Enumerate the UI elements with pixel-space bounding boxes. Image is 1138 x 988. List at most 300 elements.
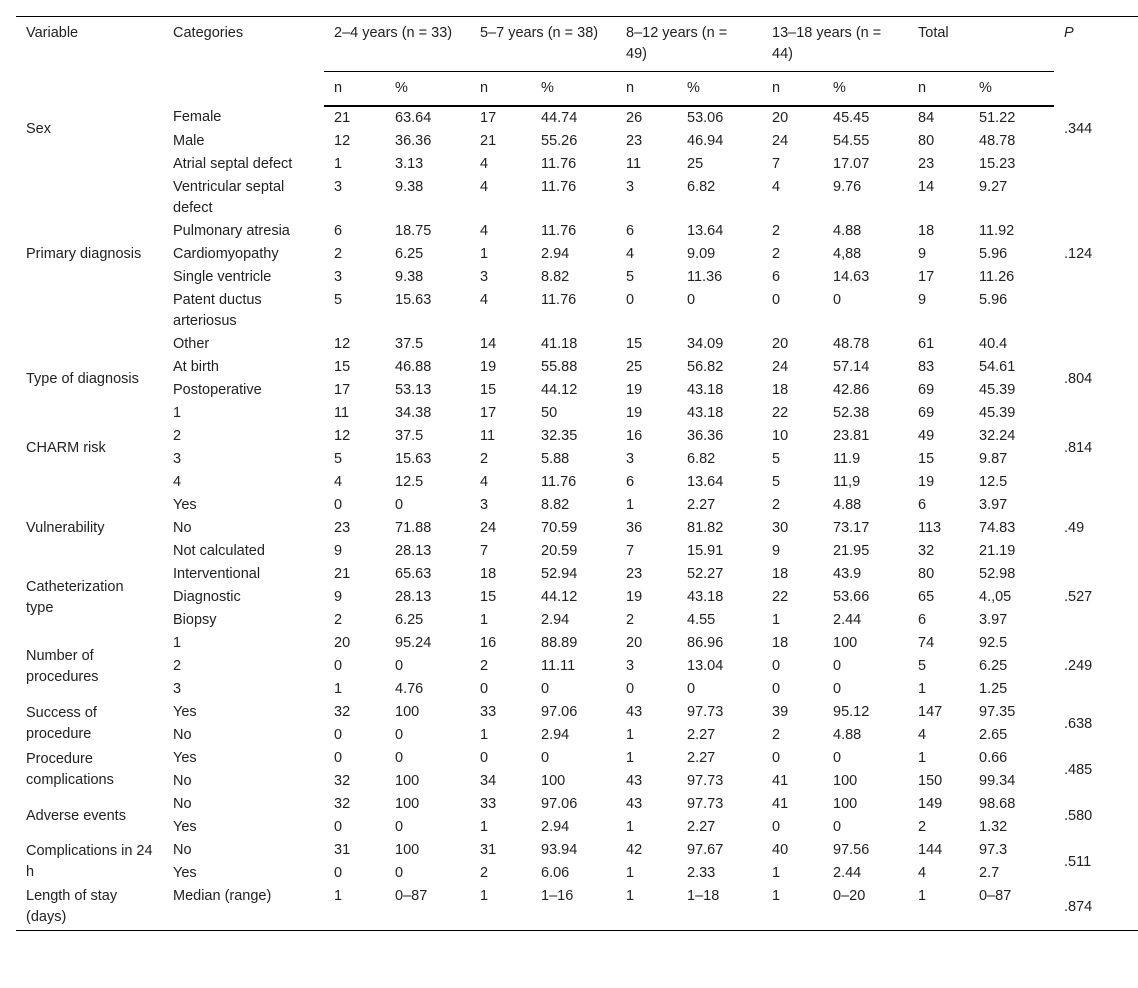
n-13-18-cell: 2 — [772, 246, 781, 262]
subheader-n-total: n — [908, 72, 969, 107]
subheader-pct-total: % — [969, 72, 1054, 107]
category-cell: Atrial septal defect — [173, 156, 293, 172]
pct-5-7-cell: 44.74 — [541, 110, 578, 126]
n-5-7-cell: 33 — [480, 704, 497, 720]
pct-13-18-cell: 97.56 — [833, 842, 870, 858]
n-13-18-cell: 41 — [772, 773, 789, 789]
table-row — [16, 793, 1138, 816]
n-5-7-cell: 2 — [480, 451, 489, 467]
n-5-7-cell: 17 — [480, 405, 497, 421]
n-5-7-cell: 3 — [480, 269, 489, 285]
n-total-cell: 69 — [918, 405, 935, 421]
pct-8-12-cell: 2.27 — [687, 819, 716, 835]
n-8-12-cell: 42 — [626, 842, 643, 858]
pct-2-4-cell: 34.38 — [395, 405, 432, 421]
n-13-18-cell: 18 — [772, 382, 789, 398]
header-categories: Categories — [173, 25, 244, 41]
pct-8-12-cell: 15.91 — [687, 543, 724, 559]
pct-13-18-cell: 14.63 — [833, 269, 870, 285]
n-5-7-cell: 7 — [480, 543, 489, 559]
category-cell: Diagnostic — [173, 589, 241, 605]
table-row — [16, 333, 1138, 356]
n-8-12-cell: 0 — [626, 681, 635, 697]
pct-8-12-cell: 9.09 — [687, 246, 716, 262]
n-total-cell: 1 — [918, 750, 927, 766]
n-13-18-cell: 22 — [772, 589, 789, 605]
n-total-cell: 32 — [918, 543, 935, 559]
pct-5-7-cell: 5.88 — [541, 451, 570, 467]
p-value-cell: .580 — [1064, 807, 1093, 824]
pct-2-4-cell: 37.5 — [395, 428, 424, 444]
pct-5-7-cell: 11.11 — [541, 658, 576, 674]
n-8-12-cell: 2 — [626, 612, 635, 628]
pct-2-4-cell: 100 — [395, 842, 420, 858]
n-total-cell: 49 — [918, 428, 935, 444]
pct-total-cell: 15.23 — [979, 156, 1016, 172]
pct-13-18-cell: 0–20 — [823, 885, 908, 931]
n-total-cell: 113 — [918, 520, 942, 536]
pct-5-7-cell: 70.59 — [541, 520, 578, 536]
n-5-7-cell: 0 — [480, 750, 489, 766]
n-2-4-cell: 0 — [334, 727, 343, 743]
pct-2-4-cell: 6.25 — [395, 612, 424, 628]
pct-2-4-cell: 3.13 — [395, 156, 424, 172]
n-8-12-cell: 5 — [626, 269, 635, 285]
subheader-n-5-7: n — [470, 72, 531, 107]
variable-cell: Type of diagnosis — [26, 370, 139, 387]
pct-13-18-cell: 4.88 — [833, 727, 862, 743]
n-8-12-cell: 16 — [626, 428, 643, 444]
n-2-4-cell: 15 — [334, 359, 351, 375]
n-13-18-cell: 1 — [772, 865, 781, 881]
pct-2-4-cell: 12.5 — [395, 474, 424, 490]
table-row — [16, 609, 1138, 632]
pct-2-4-cell: 9.38 — [395, 179, 424, 195]
table-row — [16, 266, 1138, 289]
p-value-cell: .485 — [1064, 761, 1093, 778]
n-total-cell: 6 — [918, 612, 927, 628]
table-row — [16, 586, 1138, 609]
n-2-4-cell: 20 — [334, 635, 351, 651]
variable-cell: Complications in 24 h — [26, 843, 153, 880]
pct-2-4-cell: 46.88 — [395, 359, 432, 375]
subheader-n-8-12: n — [616, 72, 677, 107]
pct-8-12-cell: 97.73 — [687, 773, 724, 789]
n-2-4-cell: 5 — [334, 451, 343, 467]
category-cell: Yes — [173, 704, 197, 720]
subheader-pct-5-7: % — [531, 72, 616, 107]
variable-cell: Catheterization type — [26, 578, 124, 616]
pct-13-18-cell: 73.17 — [833, 520, 870, 536]
table-row — [16, 701, 1138, 724]
pct-2-4-cell: 6.25 — [395, 246, 424, 262]
p-value-cell: .527 — [1064, 589, 1093, 605]
subheader-n-2-4: n — [324, 72, 385, 107]
pct-13-18-cell: 4,88 — [833, 246, 862, 262]
n-5-7-cell: 34 — [480, 773, 497, 789]
results-table-container — [16, 16, 1138, 931]
table-row — [16, 678, 1138, 701]
table-row — [16, 540, 1138, 563]
pct-8-12-cell: 36.36 — [687, 428, 724, 444]
n-8-12-cell: 43 — [626, 704, 643, 720]
n-8-12-cell: 23 — [626, 133, 643, 149]
pct-2-4-cell: 65.63 — [395, 566, 432, 582]
category-cell: No — [173, 727, 192, 743]
pct-8-12-cell: 13.64 — [687, 474, 724, 490]
pct-2-4-cell: 15.63 — [395, 451, 432, 467]
n-2-4-cell: 5 — [334, 292, 343, 308]
n-5-7-cell: 0 — [480, 681, 489, 697]
table-row — [16, 770, 1138, 793]
pct-total-cell: 11.26 — [979, 269, 1015, 285]
pct-8-12-cell: 25 — [687, 156, 704, 172]
table-row — [16, 356, 1138, 379]
pct-13-18-cell: 100 — [833, 773, 858, 789]
pct-5-7-cell: 11.76 — [541, 223, 577, 239]
pct-8-12-cell: 97.73 — [687, 704, 724, 720]
pct-2-4-cell: 100 — [395, 796, 420, 812]
pct-2-4-cell: 63.64 — [395, 110, 432, 126]
p-value-cell: .638 — [1064, 715, 1093, 732]
pct-total-cell: 92.5 — [979, 635, 1008, 651]
pct-13-18-cell: 0 — [833, 658, 842, 674]
pct-2-4-cell: 0 — [395, 819, 404, 835]
n-13-18-cell: 2 — [772, 223, 781, 239]
table-row — [16, 471, 1138, 494]
n-2-4-cell: 21 — [334, 566, 351, 582]
n-total-cell: 4 — [918, 727, 927, 743]
n-2-4-cell: 1 — [334, 156, 343, 172]
n-8-12-cell: 1 — [626, 819, 635, 835]
n-2-4-cell: 0 — [334, 497, 343, 513]
pct-13-18-cell: 0 — [833, 292, 842, 308]
n-13-18-cell: 20 — [772, 336, 789, 352]
n-8-12-cell: 7 — [626, 543, 635, 559]
results-table — [16, 16, 1138, 931]
header-group-8-12: 8–12 years (n = 49) — [616, 17, 762, 72]
n-13-18-cell: 18 — [772, 566, 789, 582]
variable-cell: CHARM risk — [26, 439, 106, 456]
n-2-4-cell: 32 — [334, 796, 351, 812]
pct-5-7-cell: 11.76 — [541, 179, 577, 195]
pct-5-7-cell: 2.94 — [541, 612, 570, 628]
pct-total-cell: 97.35 — [979, 704, 1016, 720]
pct-5-7-cell: 44.12 — [541, 382, 578, 398]
header-group-total: Total — [908, 17, 1054, 72]
n-8-12-cell: 6 — [626, 474, 635, 490]
n-5-7-cell: 1 — [480, 727, 489, 743]
n-2-4-cell: 12 — [334, 133, 351, 149]
n-5-7-cell: 2 — [480, 658, 489, 674]
pct-2-4-cell: 100 — [395, 773, 420, 789]
table-row — [16, 176, 1138, 220]
category-cell: 2 — [173, 658, 182, 674]
n-2-4-cell: 2 — [334, 612, 343, 628]
n-13-18-cell: 18 — [772, 635, 789, 651]
header-p-value: P — [1064, 25, 1074, 41]
n-8-12-cell: 43 — [626, 773, 643, 789]
n-2-4-cell: 0 — [334, 819, 343, 835]
pct-2-4-cell: 0 — [395, 865, 404, 881]
n-5-7-cell: 1 — [480, 246, 489, 262]
category-cell: Cardiomyopathy — [173, 246, 279, 262]
table-row — [16, 153, 1138, 176]
table-row — [16, 448, 1138, 471]
n-13-18-cell: 1 — [762, 885, 823, 931]
n-5-7-cell: 24 — [480, 520, 497, 536]
table-row — [16, 563, 1138, 586]
n-8-12-cell: 1 — [616, 885, 677, 931]
n-8-12-cell: 26 — [626, 110, 643, 126]
pct-5-7-cell: 97.06 — [541, 796, 578, 812]
pct-5-7-cell: 52.94 — [541, 566, 578, 582]
pct-2-4-cell: 28.13 — [395, 589, 432, 605]
pct-2-4-cell: 0 — [395, 658, 404, 674]
n-13-18-cell: 7 — [772, 156, 781, 172]
pct-8-12-cell: 46.94 — [687, 133, 724, 149]
n-8-12-cell: 1 — [626, 750, 635, 766]
pct-5-7-cell: 0 — [541, 750, 550, 766]
n-5-7-cell: 4 — [480, 179, 489, 195]
pct-8-12-cell: 6.82 — [687, 451, 716, 467]
pct-13-18-cell: 54.55 — [833, 133, 870, 149]
pct-8-12-cell: 97.67 — [687, 842, 724, 858]
category-cell: No — [173, 842, 192, 858]
category-cell: Male — [173, 133, 205, 149]
variable-cell: Procedure complications — [26, 751, 114, 788]
pct-5-7-cell: 11.76 — [541, 474, 577, 490]
variable-cell: Vulnerability — [26, 520, 105, 536]
pct-total-cell: 51.22 — [979, 110, 1016, 126]
n-8-12-cell: 4 — [626, 246, 635, 262]
pct-2-4-cell: 53.13 — [395, 382, 432, 398]
n-total-cell: 74 — [918, 635, 935, 651]
category-cell: Yes — [173, 865, 197, 881]
pct-13-18-cell: 100 — [833, 635, 858, 651]
pct-2-4-cell: 0 — [395, 750, 404, 766]
pct-8-12-cell: 6.82 — [687, 179, 716, 195]
pct-13-18-cell: 43.9 — [833, 566, 862, 582]
n-8-12-cell: 15 — [626, 336, 643, 352]
p-value-cell: .874 — [1054, 885, 1138, 931]
n-2-4-cell: 21 — [334, 110, 351, 126]
n-13-18-cell: 0 — [772, 750, 781, 766]
pct-2-4-cell: 18.75 — [395, 223, 432, 239]
n-8-12-cell: 20 — [626, 635, 643, 651]
pct-5-7-cell: 88.89 — [541, 635, 578, 651]
header-group-2-4: 2–4 years (n = 33) — [324, 17, 470, 72]
pct-8-12-cell: 52.27 — [687, 566, 724, 582]
pct-5-7-cell: 50 — [541, 405, 558, 421]
n-2-4-cell: 12 — [334, 336, 351, 352]
pct-5-7-cell: 32.35 — [541, 428, 578, 444]
n-2-4-cell: 6 — [334, 223, 343, 239]
pct-total-cell: 3.97 — [979, 612, 1008, 628]
pct-total-cell: 48.78 — [979, 133, 1016, 149]
n-total-cell: 147 — [918, 704, 943, 720]
n-13-18-cell: 9 — [772, 543, 781, 559]
table-row — [16, 402, 1138, 425]
n-13-18-cell: 39 — [772, 704, 789, 720]
n-2-4-cell: 9 — [334, 543, 343, 559]
n-total-cell: 83 — [918, 359, 935, 375]
n-5-7-cell: 2 — [480, 865, 489, 881]
pct-total-cell: 5.96 — [979, 292, 1008, 308]
pct-8-12-cell: 13.04 — [687, 658, 724, 674]
n-total-cell: 1 — [908, 885, 969, 931]
pct-2-4-cell: 15.63 — [395, 292, 432, 308]
n-8-12-cell: 36 — [626, 520, 643, 536]
table-row — [16, 724, 1138, 747]
category-cell: 1 — [173, 635, 182, 651]
pct-5-7-cell: 6.06 — [541, 865, 570, 881]
n-13-18-cell: 24 — [772, 359, 789, 375]
pct-2-4-cell: 0 — [395, 497, 404, 513]
category-cell: 3 — [173, 451, 182, 467]
pct-total-cell: 99.34 — [979, 773, 1016, 789]
table-header — [16, 17, 1138, 107]
n-total-cell: 9 — [918, 246, 927, 262]
n-8-12-cell: 25 — [626, 359, 643, 375]
pct-13-18-cell: 9.76 — [833, 179, 862, 195]
n-total-cell: 17 — [918, 269, 935, 285]
n-13-18-cell: 0 — [772, 658, 781, 674]
pct-2-4-cell: 28.13 — [395, 543, 432, 559]
pct-5-7-cell: 44.12 — [541, 589, 578, 605]
n-8-12-cell: 3 — [626, 179, 635, 195]
pct-5-7-cell: 97.06 — [541, 704, 578, 720]
n-total-cell: 84 — [918, 110, 935, 126]
n-13-18-cell: 40 — [772, 842, 789, 858]
pct-2-4-cell: 0 — [395, 727, 404, 743]
pct-total-cell: 52.98 — [979, 566, 1016, 582]
pct-2-4-cell: 71.88 — [395, 520, 432, 536]
pct-total-cell: 32.24 — [979, 428, 1016, 444]
n-2-4-cell: 17 — [334, 382, 351, 398]
pct-8-12-cell: 86.96 — [687, 635, 724, 651]
n-5-7-cell: 18 — [480, 566, 497, 582]
n-5-7-cell: 4 — [480, 292, 489, 308]
category-cell: Interventional — [173, 566, 261, 582]
pct-8-12-cell: 81.82 — [687, 520, 724, 536]
pct-total-cell: 45.39 — [979, 382, 1016, 398]
n-8-12-cell: 11 — [626, 156, 642, 172]
pct-8-12-cell: 43.18 — [687, 382, 724, 398]
category-cell: Single ventricle — [173, 269, 272, 285]
table-row — [16, 885, 1138, 931]
n-13-18-cell: 4 — [772, 179, 781, 195]
table-row — [16, 289, 1138, 333]
category-cell: Biopsy — [173, 612, 217, 628]
n-total-cell: 9 — [918, 292, 927, 308]
pct-5-7-cell: 2.94 — [541, 246, 570, 262]
pct-8-12-cell: 13.64 — [687, 223, 724, 239]
category-cell: Pulmonary atresia — [173, 223, 290, 239]
category-cell: Not calculated — [173, 543, 265, 559]
n-total-cell: 61 — [918, 336, 935, 352]
pct-13-18-cell: 2.44 — [833, 865, 862, 881]
pct-total-cell: 9.87 — [979, 451, 1008, 467]
pct-total-cell: 2.7 — [979, 865, 1000, 881]
category-cell: 1 — [173, 405, 182, 421]
n-8-12-cell: 19 — [626, 589, 643, 605]
pct-8-12-cell: 2.27 — [687, 497, 716, 513]
pct-total-cell: 0.66 — [979, 750, 1008, 766]
n-2-4-cell: 3 — [334, 179, 343, 195]
n-2-4-cell: 1 — [334, 681, 343, 697]
pct-2-4-cell: 37.5 — [395, 336, 424, 352]
table-row — [16, 494, 1138, 517]
pct-8-12-cell: 2.27 — [687, 727, 716, 743]
n-13-18-cell: 24 — [772, 133, 789, 149]
n-total-cell: 15 — [918, 451, 935, 467]
n-13-18-cell: 2 — [772, 727, 781, 743]
pct-8-12-cell: 97.73 — [687, 796, 724, 812]
pct-2-4-cell: 95.24 — [395, 635, 432, 651]
p-value-cell: .249 — [1064, 658, 1093, 674]
table-row — [16, 632, 1138, 655]
n-5-7-cell: 15 — [480, 382, 497, 398]
n-13-18-cell: 10 — [772, 428, 789, 444]
n-total-cell: 14 — [918, 179, 935, 195]
pct-total-cell: 1.32 — [979, 819, 1008, 835]
n-13-18-cell: 5 — [772, 474, 781, 490]
pct-13-18-cell: 2.44 — [833, 612, 862, 628]
header-group-13-18: 13–18 years (n = 44) — [762, 17, 908, 72]
pct-total-cell: 0–87 — [969, 885, 1054, 931]
n-total-cell: 1 — [918, 681, 927, 697]
n-2-4-cell: 0 — [334, 658, 343, 674]
subheader-pct-8-12: % — [677, 72, 762, 107]
category-cell: Median (range) — [163, 885, 324, 931]
n-5-7-cell: 4 — [480, 156, 489, 172]
category-cell: No — [173, 796, 192, 812]
pct-8-12-cell: 56.82 — [687, 359, 724, 375]
pct-5-7-cell: 0 — [541, 681, 550, 697]
pct-8-12-cell: 0 — [687, 292, 696, 308]
n-13-18-cell: 20 — [772, 110, 789, 126]
n-5-7-cell: 1 — [470, 885, 531, 931]
n-8-12-cell: 1 — [626, 497, 635, 513]
pct-8-12-cell: 43.18 — [687, 589, 724, 605]
n-5-7-cell: 31 — [480, 842, 497, 858]
table-row — [16, 425, 1138, 448]
pct-13-18-cell: 45.45 — [833, 110, 870, 126]
pct-13-18-cell: 48.78 — [833, 336, 870, 352]
pct-8-12-cell: 0 — [687, 681, 696, 697]
n-5-7-cell: 3 — [480, 497, 489, 513]
n-13-18-cell: 6 — [772, 269, 781, 285]
n-2-4-cell: 0 — [334, 750, 343, 766]
n-13-18-cell: 2 — [772, 497, 781, 513]
subheader-pct-2-4: % — [385, 72, 470, 107]
n-5-7-cell: 21 — [480, 133, 497, 149]
pct-total-cell: 74.83 — [979, 520, 1016, 536]
n-13-18-cell: 1 — [772, 612, 781, 628]
variable-cell: Success of procedure — [26, 705, 97, 742]
table-row — [16, 243, 1138, 266]
subheader-n-13-18: n — [762, 72, 823, 107]
n-2-4-cell: 3 — [334, 269, 343, 285]
table-row — [16, 816, 1138, 839]
pct-total-cell: 3.97 — [979, 497, 1008, 513]
variable-cell: Adverse events — [26, 807, 126, 824]
table-row — [16, 839, 1138, 862]
category-cell: At birth — [173, 359, 219, 375]
pct-13-18-cell: 0 — [833, 681, 842, 697]
pct-2-4-cell: 36.36 — [395, 133, 432, 149]
